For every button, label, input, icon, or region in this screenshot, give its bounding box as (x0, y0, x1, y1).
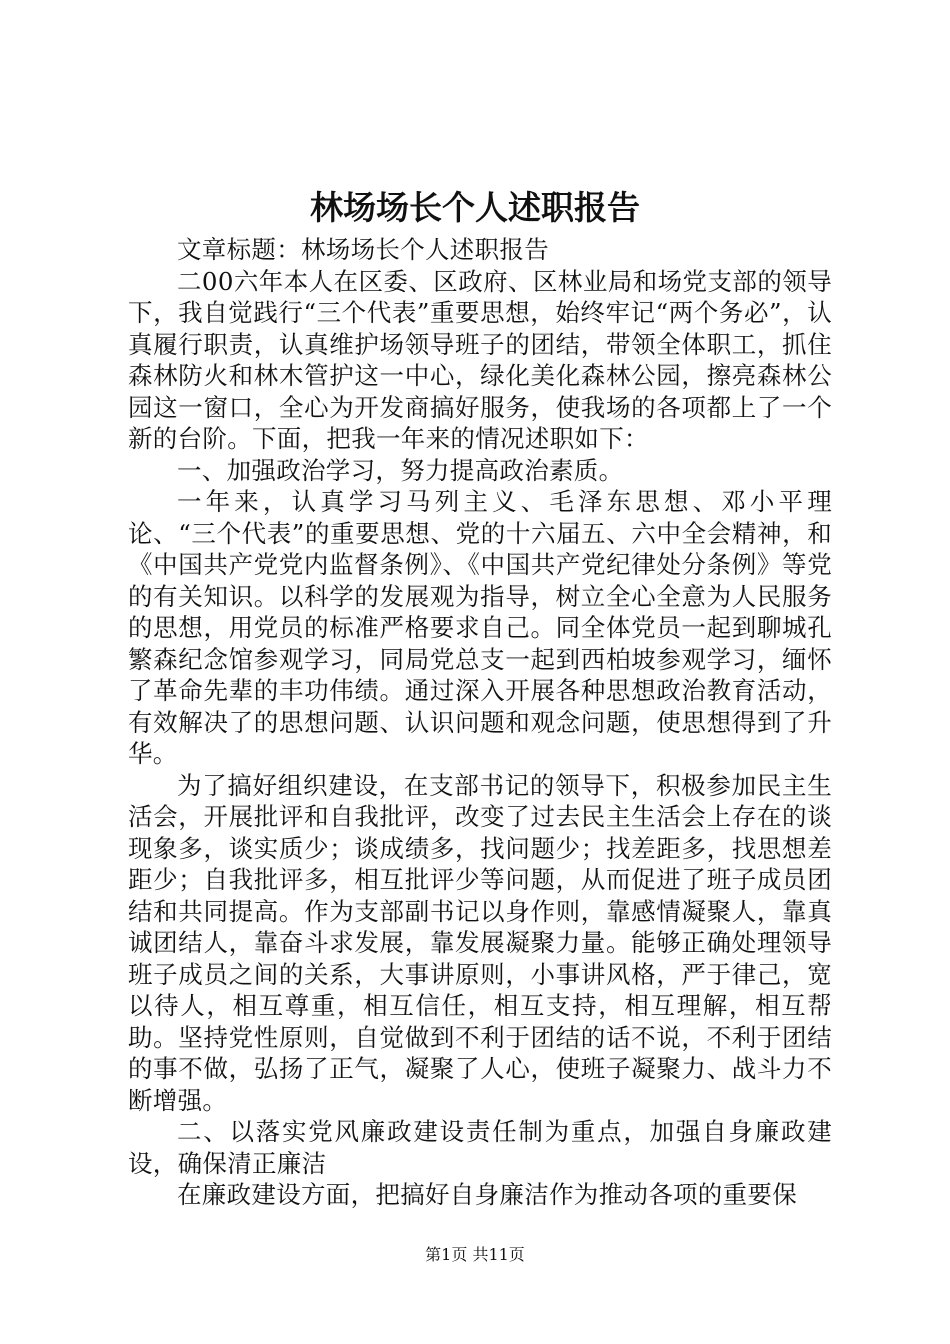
section-heading-1: 一、加强政治学习，努力提高政治素质。 (177, 455, 624, 485)
intro-paragraph: 二00六年本人在区委、区政府、区林业局和场党支部的领导下，我自觉践行“三个代表”重要思想，始终牢记“两个务必”，认真履行职责，认真维护场领导班子的团结，带领全体职工，抓住森林防火和林木管护这一中心，绿化美化森林公园，擦亮森林公园这一窗口，全心为开发商搞好服务，使我场的各项都上了一个新的台阶。下面，把我一年来的情况述职如下： (128, 266, 832, 453)
body-paragraph: 为了搞好组织建设，在支部书记的领导下，积极参加民主生活会，开展批评和自我批评，改变了过去民主生活会上存在的谈现象多，谈实质少；谈成绩多，找问题少；找差距多，找思想差距少；自我批评多，相互批评少等问题，从而促进了班子成员团结和共同提高。作为支部副书记以身作则，靠感情凝聚人，靠真诚团结人，靠奋斗求发展，靠发展凝聚力量。能够正确处理领导班子成员之间的关系，大事讲原则，小事讲风格，严于律己，宽以待人，相互尊重，相互信任，相互支持，相互理解，相互帮助。坚持党性原则，自觉做到不利于团结的话不说，不利于团结的事不做，弘扬了正气，凝聚了人心，使班子凝聚力、战斗力不断增强。 (128, 770, 832, 1115)
document-title: 林场场长个人述职报告 (310, 188, 640, 227)
body-paragraph: 在廉政建设方面，把搞好自身廉洁作为推动各项的重要保 (177, 1180, 797, 1209)
article-title-line: 文章标题：林场场长个人述职报告 (177, 235, 549, 264)
document-body (128, 234, 832, 1211)
body-paragraph: 一年来，认真学习马列主义、毛泽东思想、邓小平理论、“三个代表”的重要思想、党的十六届五、六中全会精神，和《中国共产党党内监督条例》、《中国共产党纪律处分条例》等党的有关知识。以科学的发展观为指导，树立全心全意为人民服务的思想，用党员的标准严格要求自己。同全体党员一起到聊城孔繁森纪念馆参观学习，同局党总支一起到西柏坡参观学习，缅怀了革命先辈的丰功伟绩。通过深入开展各种思想政治教育活动，有效解决了的思想问题、认识问题和观念问题，使思想得到了升华。 (128, 487, 832, 768)
section-heading-2: 二、以落实党风廉政建设责任制为重点，加强自身廉政建设，确保清正廉洁 (128, 1117, 832, 1178)
page-footer: 第1页 共11页 (425, 1245, 525, 1264)
